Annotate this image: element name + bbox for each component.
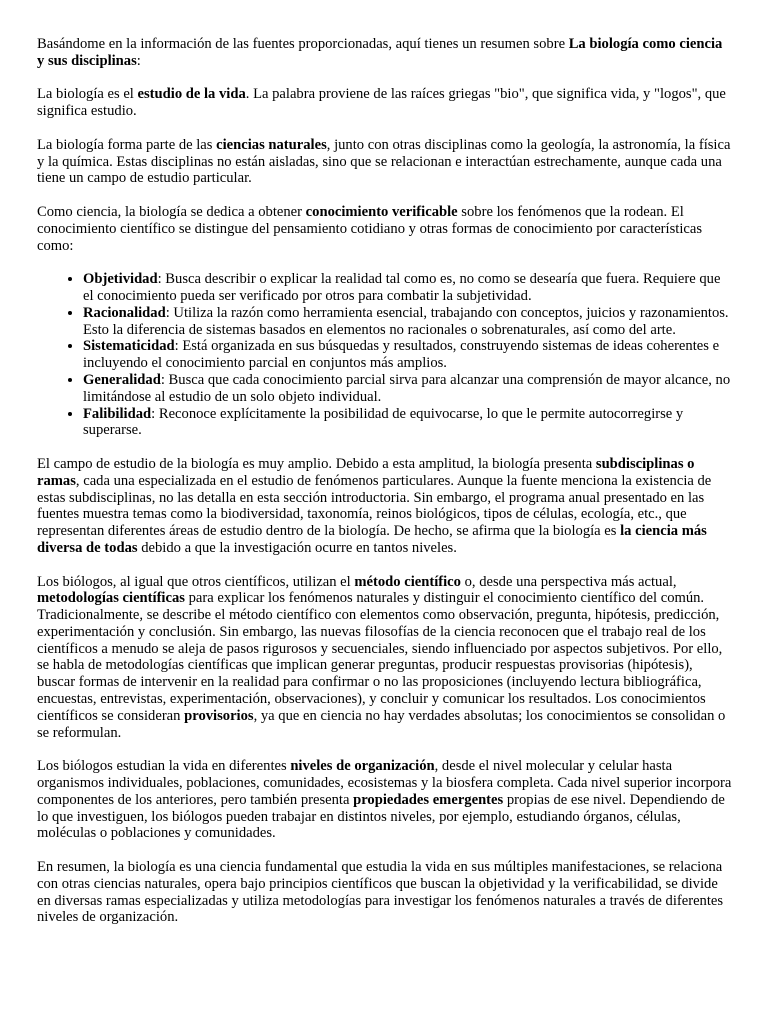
list-item-text: : Está organizada en sus búsquedas y resultados, construyendo sistemas de ideas coherentes e incluyendo el conocimiento parcial en conjuntos más amplios.: [83, 338, 720, 372]
bold-term: la ciencia más diversa de todas: [37, 523, 707, 556]
paragraph-text: , ya que en ciencia no hay verdades absolutas; los conocimientos se consolidan o se reformulan.: [37, 707, 726, 741]
paragraph-text: Como ciencia, la biología se dedica a obtener: [37, 203, 306, 220]
paragraph-verifiable-knowledge: [37, 204, 732, 254]
list-item: [83, 271, 732, 305]
bold-term: metodologías científicas: [37, 590, 185, 607]
paragraph-text: , junto con otras disciplinas como la geología, la astronomía, la física y la química. Estas disciplinas no están aisladas, sino que se relacionan e interactúan estrechamente, aunque cada una tiene un campo de estudio particular.: [37, 136, 731, 187]
paragraph-scientific-method: [37, 574, 732, 742]
list-item-term: Sistematicidad: [83, 338, 175, 355]
list-item: [83, 372, 732, 406]
list-item: [83, 406, 732, 440]
paragraph-text: La biología forma parte de las: [37, 136, 217, 153]
list-item-term: Objetividad: [83, 271, 158, 288]
paragraph-text: Los biólogos estudian la vida en diferentes: [37, 758, 291, 775]
list-item-text: : Busca que cada conocimiento parcial sirva para alcanzar una comprensión de mayor alcance, no limitándose al estudio de un solo objeto individual.: [83, 371, 731, 405]
bold-term: niveles de organización: [290, 758, 435, 775]
list-item-text: : Busca describir o explicar la realidad tal como es, no como se desearía que fuera. Requiere que el conocimiento pueda ser verificado por otros para combatir la subjetividad.: [83, 271, 721, 304]
paragraph-summary: [37, 859, 732, 926]
bold-term: provisorios: [184, 707, 254, 724]
paragraph-text: para explicar los fenómenos naturales y distinguir el conocimiento científico del común. Tradicionalmente, se describe el método científico con elementos como observación, pregunta, hipótesis, predicción, experimentación y conclusión. Sin embargo, las nuevas filosofías de la ciencia reconocen que el trabajo real de los científicos a menudo se aleja de pasos rigurosos y secuenciales, siendo influenciado por aspectos subjetivos. Por ello, se habla de metodologías científicas que implican generar preguntas, producir respuestas provisorias (hipótesis), buscar formas de intervenir en la realidad para confirmar o no las proposiciones (incluyendo lectura bibliográfica, encuestas, entrevistas, experimentación, observaciones), y concluir y comunicar los resultados. Los conocimientos científicos se consideran: [37, 590, 723, 724]
paragraph-text: debido a que la investigación ocurre en tantos niveles.: [137, 539, 457, 556]
bold-term: ciencias naturales: [216, 136, 327, 153]
list-item-term: Falibilidad: [83, 405, 152, 422]
paragraph-text: En resumen, la biología es una ciencia fundamental que estudia la vida en sus múltiples manifestaciones, se relaciona con otras ciencias naturales, opera bajo principios científicos que buscan la objetividad y la verificabilidad, se divide en diversas ramas especializadas y utiliza metodologías para investigar los fenómenos naturales a través de diferentes niveles de organización.: [37, 859, 724, 926]
paragraph-text: o, desde una perspectiva más actual,: [460, 573, 677, 590]
paragraph-text: La biología es el: [37, 86, 138, 103]
document-topic: La biología como ciencia y sus disciplinas: [37, 36, 723, 69]
paragraph-subdisciplines: [37, 456, 732, 557]
bold-term: método científico: [354, 573, 461, 590]
list-item-text: : Utiliza la razón como herramienta esencial, trabajando con conceptos, juicios y razonamientos. Esto la diferencia de sistemas basados en elementos no racionales o sobrenaturales, así como del arte.: [83, 304, 729, 338]
paragraph-text: El campo de estudio de la biología es muy amplio. Debido a esta amplitud, la biología presenta: [37, 455, 596, 472]
intro-paragraph: [37, 36, 732, 70]
bold-term: conocimiento verificable: [305, 203, 458, 220]
intro-text: Basándome en la información de las fuentes proporcionadas, aquí tienes un resumen sobre: [37, 36, 569, 52]
paragraph-text: . La palabra proviene de las raíces griegas "bio", que significa vida, y "logos", que significa estudio.: [37, 86, 726, 120]
list-item-text: : Reconoce explícitamente la posibilidad de equivocarse, lo que le permite autocorregirse y superarse.: [83, 405, 684, 439]
paragraph-definition: [37, 86, 732, 120]
paragraph-organization-levels: [37, 758, 732, 842]
paragraph-natural-sciences: [37, 137, 732, 187]
bold-term: subdisciplinas o ramas: [37, 455, 695, 489]
list-item: [83, 305, 732, 339]
paragraph-text: sobre los fenómenos que la rodean. El conocimiento científico se distingue del pensamiento cotidiano y otras formas de conocimiento por características como:: [37, 203, 703, 254]
characteristics-list: [37, 271, 732, 439]
list-item: [83, 338, 732, 372]
paragraph-text: , desde el nivel molecular y celular hasta organismos individuales, poblaciones, comunidades, ecosistemas y la biosfera completa. Cada nivel superior incorpora componentes de los anteriores, pero también presenta: [37, 758, 732, 808]
bold-term: propiedades emergentes: [353, 791, 504, 808]
intro-colon: :: [136, 52, 141, 69]
list-item-term: Generalidad: [83, 371, 161, 388]
paragraph-text: Los biólogos, al igual que otros científicos, utilizan el: [37, 573, 355, 590]
list-item-term: Racionalidad: [83, 304, 166, 321]
paragraph-text: , cada una especializada en el estudio de fenómenos particulares. Aunque la fuente menciona la existencia de estas subdisciplinas, no las detalla en esta sección introductoria. Sin embargo, el programa anual presentado en las fuentes muestra temas como la biodiversidad, taxonomía, reinos biológicos, tipos de células, ecología, etc., que representan diferentes áreas de estudio dentro de la biología. De hecho, se afirma que la biología es: [37, 472, 712, 540]
paragraph-text: propias de ese nivel. Dependiendo de lo que investiguen, los biólogos pueden trabajar en distintos niveles, por ejemplo, estudiando órganos, células, moléculas o poblaciones y comunidades.: [37, 791, 725, 842]
bold-term: estudio de la vida: [137, 86, 246, 103]
